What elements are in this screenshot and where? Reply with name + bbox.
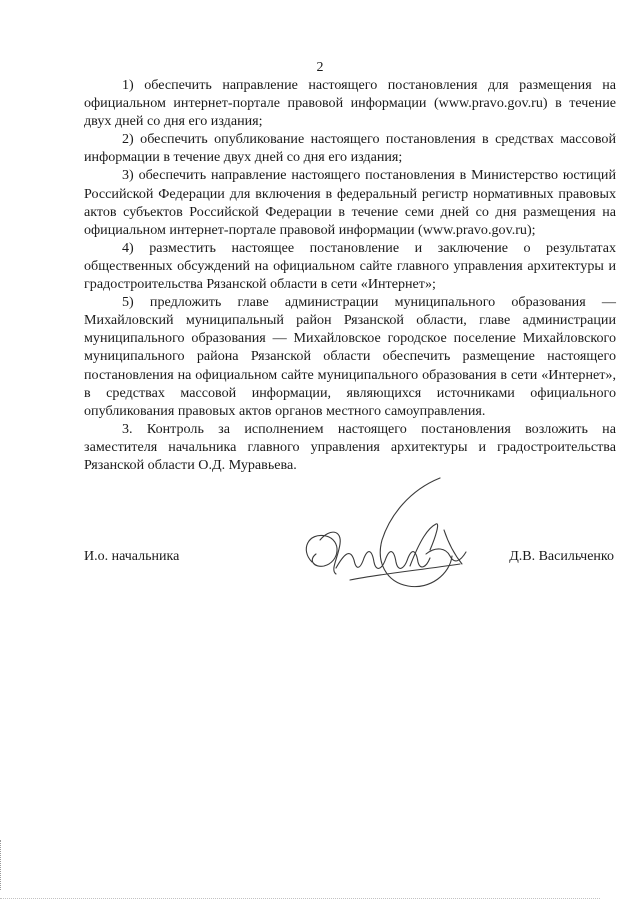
list-item-3: 3) обеспечить направление настоящего постановления в Министерство юстиций Российской Федерации для включения в федеральный регистр нормативных правовых актов субъектов Российской Федерации в течение семи дней со дня размещения на официальном интернет-портале правовой информации (www.pravo.gov.ru); bbox=[84, 167, 616, 238]
handwritten-signature bbox=[290, 470, 480, 610]
list-item-1: 1) обеспечить направление настоящего постановления для размещения на официальном интернет-портале правовой информации (www.pravo.gov.ru) в течение двух дней со дня его издания; bbox=[84, 77, 616, 130]
list-item-2: 2) обеспечить опубликование настоящего постановления в средствах массовой информации в течение двух дней со дня его издания; bbox=[84, 131, 616, 166]
list-item-4: 4) разместить настоящее постановление и заключение о результатах общественных обсуждений на официальном сайте главного управления архитектуры и градостроительства Рязанской области в сети «Интернет»; bbox=[84, 239, 616, 293]
page-number: 2 bbox=[316, 60, 324, 75]
control-clause: 3. Контроль за исполнением настоящего постановления возложить на заместителя начальника главного управления архитектуры и градостроительства Рязанской области О.Д. Муравьева. bbox=[84, 420, 616, 473]
scan-edge-mark bbox=[0, 840, 4, 890]
document-body bbox=[84, 76, 616, 474]
scan-bottom-edge bbox=[0, 898, 600, 900]
list-item-5: 5) предложить главе администрации муниципального образования — Михайловский муниципальный район Рязанской области, главе администрации муниципального образования — Михайловское городское поселение Михайловского муниципального района Рязанской области обеспечить размещение настоящего постановления на официальном сайте муниципального образования в сети «Интернет», в средствах массовой информации, являющихся источниками официального опубликования правовых актов органов местного самоуправления. bbox=[84, 294, 616, 419]
signature-block bbox=[84, 549, 614, 571]
signatory-name: Д.В. Васильченко bbox=[509, 549, 614, 564]
signatory-role: И.о. начальника bbox=[84, 549, 180, 564]
